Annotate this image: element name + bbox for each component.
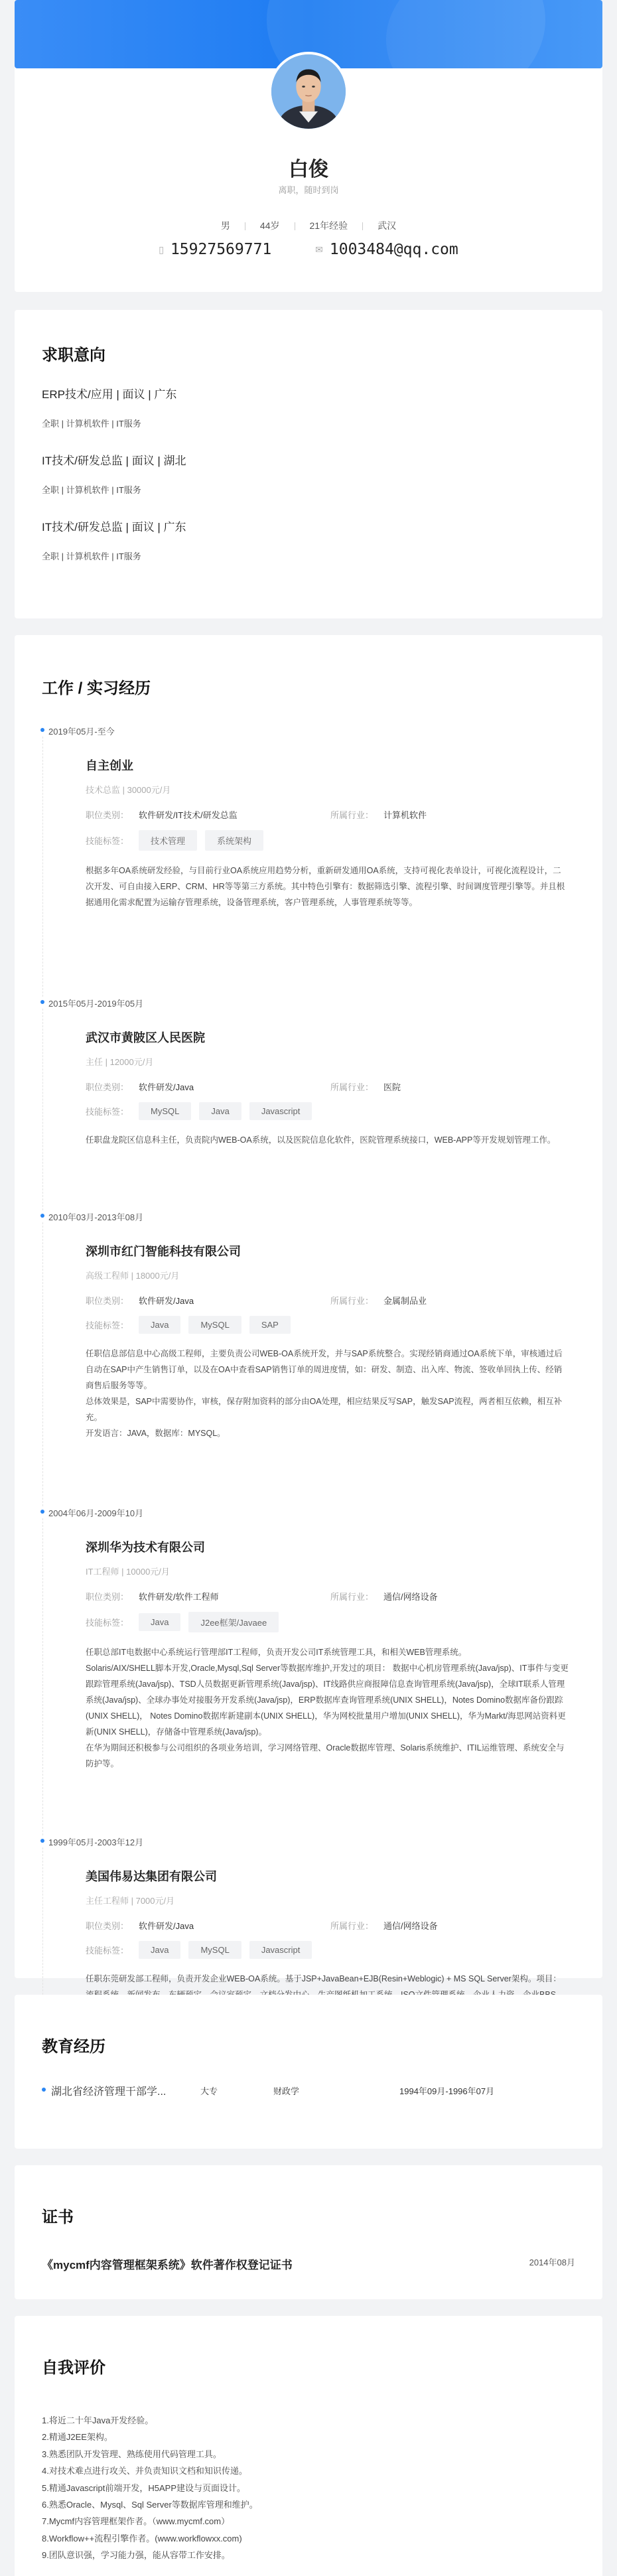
skill-tag: SAP: [249, 1316, 291, 1334]
skills-label: 技能标签：: [86, 1321, 129, 1330]
job-position: 技术总监 | 30000元/月: [86, 785, 171, 795]
school-name: 湖北省经济管理干部学...: [51, 2086, 167, 2098]
skills-label: 技能标签：: [86, 1107, 129, 1117]
skill-tag: MySQL: [188, 1316, 241, 1334]
education-item: [42, 2083, 575, 2098]
section-title: 证书: [42, 2208, 74, 2226]
profile-card: [15, 0, 602, 292]
skills-label: 技能标签：: [86, 1946, 129, 1956]
certificate-item: [42, 2255, 575, 2272]
job-industry: 通信/网络设备: [383, 1921, 438, 1931]
work-experience-section: [15, 635, 602, 1983]
intention-detail: 全职 | 计算机软件 | IT服务: [42, 551, 141, 561]
job-position: 高级工程师 | 18000元/月: [86, 1271, 180, 1281]
section-title: 求职意向: [42, 346, 105, 364]
major: 财政学: [273, 2086, 300, 2096]
job-meta: [86, 808, 575, 821]
category-label: 职位类别：: [86, 1296, 129, 1306]
timeline-dot: [42, 2088, 46, 2092]
list-item: 7.Mycmf内容管理框架作者。（www.mycmf.com）: [42, 2516, 230, 2527]
self-evaluation-section: [15, 2316, 602, 2576]
job-entry: [42, 997, 575, 1210]
job-meta: [86, 1590, 575, 1603]
industry-label: 所属行业：: [330, 1296, 374, 1306]
category-label: 职位类别：: [86, 1921, 129, 1931]
city: 武汉: [377, 220, 397, 231]
skill-tags: [86, 1941, 575, 1959]
skill-tag: MySQL: [139, 1102, 191, 1120]
skill-tag: Java: [139, 1613, 180, 1631]
skill-tags: [86, 1612, 575, 1632]
skill-tags: [86, 830, 575, 851]
list-item: 2.精通J2EE架构。: [42, 2432, 113, 2443]
job-date: 2010年03月-2013年08月: [48, 1212, 144, 1222]
certificates-section: [15, 2165, 602, 2299]
job-entry: [42, 1506, 575, 1835]
timeline-dot: [40, 1510, 44, 1514]
job-description: 根据多年OA系统研发经验，与目前行业OA系统应用趋势分析，重新研发通用OA系统，支持可视化表单设计，可视化流程设计，二次开发、可自由接入ERP、CRM、HR等等第三方系统。其中特色引擎有：数据筛选引擎、流程引擎、时间调度管理引擎等。并且根据通用化需求配置为运输存管理系统，设备管理系统，客户管理系统，人事管理系统等等。: [86, 866, 565, 907]
certificate-date: 2014年08月: [529, 2257, 575, 2267]
age: 44岁: [259, 220, 280, 231]
avatar: [269, 52, 348, 131]
intention-title: IT技术/研发总监 | 面议 | 湖北: [42, 455, 186, 467]
intention-item: [42, 518, 575, 562]
job-description: 任职总部IT电数据中心系统运行管理部IT工程师，负责开发公司IT系统管理工具，和相关WEB管理系统。 Solaris/AIX/SHELL脚本开发,Oracle,Mysql,Sql Server等数据库维护,开发过的项目： 数据中心机房管理系统(Java/jsp)、IT事件与变更跟踪管理系统(Java/jsp)、TSD人员数据更新管理系统(Java/jsp)、IT线路供应商报障信息查询管理系统(Java/jsp)，全球IT联系人管理系统(Java/jsp)、全球办事处对接服务开发系统(Java/jsp)，ERP数据库查询管理系统(UNIX SHELL)，Notes Domino数据库备份跟踪(UNIX SHELL)， Notes Domino数据库新建副本(UNIX SHELL)，华为网校批量用户增加(UNIX SHELL)，华为Markt/海思网站资料更新(UNIX SHELL)，存储备中管理系统(Java/jsp)。 在华为期间还积极参与公司组织的各项业务培训，学习网络管理、Oracle数据库管理、Solaris系统维护、ITIL运维管理、系统安全与防护等。: [86, 1648, 569, 1768]
company-name: 深圳市红门智能科技有限公司: [86, 1245, 241, 1258]
skill-tag: 系统架构: [205, 830, 263, 851]
skill-tags: [86, 1316, 575, 1334]
job-category: 软件研发/Java: [139, 1082, 194, 1092]
industry-label: 所属行业：: [330, 1921, 374, 1931]
email-icon: ✉: [315, 244, 323, 255]
timeline-dot: [40, 1000, 44, 1004]
intention-item: [42, 385, 575, 429]
job-industry: 医院: [383, 1082, 401, 1092]
job-position: 主任 | 12000元/月: [86, 1057, 154, 1067]
job-meta: [86, 1294, 575, 1307]
intention-title: ERP技术/应用 | 面议 | 广东: [42, 388, 177, 401]
avatar-photo: [271, 54, 346, 129]
phone-number: 15927569771: [170, 241, 272, 258]
company-name: 自主创业: [86, 759, 133, 772]
category-label: 职位类别：: [86, 1592, 129, 1602]
job-date: 2004年06月-2009年10月: [48, 1508, 144, 1518]
timeline-dot: [40, 1214, 44, 1218]
job-description: 任职东莞研发部工程师，负责开发企业WEB-OA系统。基于JSP+JavaBean+EJB(Resin+Weblogic) + MS SQL Server架构。项目：: [86, 1974, 561, 1983]
list-item: 3.熟悉团队开发管理、熟练使用代码管理工具。: [42, 2449, 222, 2459]
category-label: 职位类别：: [86, 810, 129, 820]
job-entry: [42, 725, 575, 997]
list-item: 6.熟悉Oracle、Mysql、Sql Server等数据库管理和维护。: [42, 2500, 258, 2510]
skill-tag: Java: [139, 1316, 180, 1334]
intention-detail: 全职 | 计算机软件 | IT服务: [42, 419, 141, 429]
skill-tag: Java: [199, 1102, 241, 1120]
list-item: 4.对技术难点进行攻关、并负责知识文档和知识传递。: [42, 2466, 247, 2476]
job-description: 任职信息部信息中心高级工程师，主要负责公司WEB-OA系统开发，并与SAP系统整合。实现经销商通过OA系统下单，审核通过后自动在SAP中产生销售订单，以及在OA中查看SAP销售订单的周进度情，如：研发、制造、出入库、物流、签收单回执上传、经销商售后服务等等。 总体效果是，SAP中需要协作，审核，保存附加资料的部分由OA处理，相应结果反写SAP，触发SAP流程，两者相互依赖，相互补充。 开发语言：JAVA，数据库：MYSQL。: [86, 1349, 563, 1438]
contact-row: [15, 241, 602, 258]
job-industry: 金属制品业: [383, 1296, 427, 1306]
list-item: 8.Workflow++流程引擎作者。(www.workflowxx.com): [42, 2533, 242, 2543]
work-timeline: [42, 725, 575, 1995]
list-item: 5.精通Javascript前端开发，H5APP建设与页面设计。: [42, 2482, 245, 2493]
industry-label: 所属行业：: [330, 1592, 374, 1602]
job-category: 软件研发/Java: [139, 1296, 194, 1306]
email-address: 1003484@qq.com: [329, 241, 458, 258]
phone-icon: ▯: [159, 244, 164, 255]
job-position: IT工程师 | 10000元/月: [86, 1567, 170, 1577]
industry-label: 所属行业：: [330, 810, 374, 820]
skill-tags: [86, 1102, 575, 1120]
skill-tag: Java: [139, 1941, 180, 1959]
section-title: 工作 / 实习经历: [42, 680, 151, 697]
skill-tag: MySQL: [188, 1941, 241, 1959]
category-label: 职位类别：: [86, 1082, 129, 1092]
industry-label: 所属行业：: [330, 1082, 374, 1092]
candidate-name: 白俊: [289, 159, 328, 180]
intention-title: IT技术/研发总监 | 面议 | 广东: [42, 521, 186, 534]
company-name: 武汉市黄陂区人民医院: [86, 1031, 205, 1044]
gender: 男: [220, 220, 230, 231]
job-category: 软件研发/IT技术/研发总监: [139, 810, 238, 820]
education-section: [15, 1995, 602, 2149]
job-industry: 通信/网络设备: [383, 1592, 438, 1602]
timeline-dot: [40, 728, 44, 732]
certificate-name: 《mycmf内容管理框架系统》软件著作权登记证书: [42, 2259, 293, 2271]
intention-detail: 全职 | 计算机软件 | IT服务: [42, 485, 141, 495]
intention-item: [42, 451, 575, 496]
job-category: 软件研发/Java: [139, 1921, 194, 1931]
self-evaluation-list: [42, 2412, 575, 2564]
job-description: 任职盘龙院区信息科主任，负责院内WEB-OA系统，以及医院信息化软件，医院管理系统接口，WEB-APP等开发规划管理工作。: [86, 1135, 556, 1145]
job-date: 1999年05月-2003年12月: [48, 1837, 144, 1847]
skill-tag: Javascript: [249, 1941, 312, 1959]
job-category: 软件研发/软件工程师: [139, 1592, 219, 1602]
work-experience: 21年经验: [309, 220, 348, 231]
job-date: 2019年05月-至今: [48, 727, 115, 737]
phone-contact[interactable]: [159, 241, 271, 258]
job-industry: 计算机软件: [383, 810, 427, 820]
section-title: 自我评价: [42, 2359, 105, 2377]
skill-tag: 技术管理: [139, 830, 197, 851]
job-entry: [42, 1210, 575, 1506]
job-entry: [42, 1835, 575, 1995]
company-name: 美国伟易达集团有限公司: [86, 1870, 217, 1883]
job-meta: [86, 1080, 575, 1093]
list-item: 9.团队意识强，学习能力强，能从容带工作安排。: [42, 2550, 230, 2561]
basic-info-row: [15, 219, 602, 232]
degree: 大专: [200, 2086, 218, 2096]
skill-tag: J2ee框架/Javaee: [188, 1612, 279, 1632]
job-intention-section: [15, 310, 602, 618]
email-contact[interactable]: [315, 241, 458, 258]
availability-status: 离职，随时到岗: [278, 185, 339, 195]
job-position: 主任工程师 | 7000元/月: [86, 1896, 175, 1906]
job-meta: [86, 1919, 575, 1932]
company-name: 深圳华为技术有限公司: [86, 1541, 205, 1554]
skills-label: 技能标签：: [86, 836, 129, 846]
skill-tag: Javascript: [249, 1102, 312, 1120]
list-item: 1.将近二十年Java开发经验。: [42, 2415, 154, 2425]
skills-label: 技能标签：: [86, 1618, 129, 1628]
section-title: 教育经历: [42, 2038, 105, 2056]
timeline-dot: [40, 1839, 44, 1843]
study-period: 1994年09月-1996年07月: [399, 2086, 495, 2096]
job-date: 2015年05月-2019年05月: [48, 999, 144, 1009]
